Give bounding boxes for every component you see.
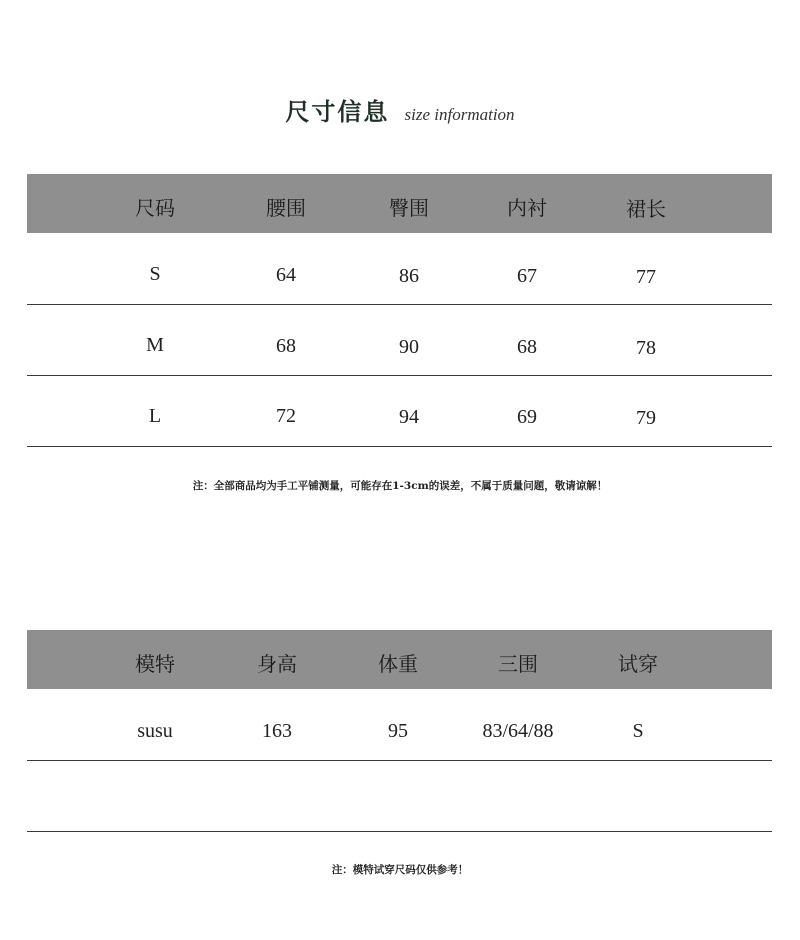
header-height: 身高 [257, 652, 297, 676]
title-chinese: 尺寸信息 [285, 97, 390, 126]
cell-hip: 90 [399, 336, 419, 358]
cell-lining: 68 [517, 336, 537, 358]
header-lining: 内衬 [507, 196, 547, 220]
cell-height: 163 [262, 720, 292, 742]
size-note: 注：全部商品均为手工平铺测量，可能存在1-3cm的误差，不属于质量问题，敬请谅解！ [192, 480, 608, 492]
header-measurements: 三围 [498, 652, 538, 676]
cell-lining: 69 [517, 406, 537, 428]
cell-skirt-length: 78 [636, 337, 656, 359]
cell-lining: 67 [517, 265, 537, 287]
header-waist: 腰围 [266, 196, 306, 220]
cell-weight: 95 [388, 720, 408, 742]
header-hip: 臀围 [389, 196, 429, 220]
cell-size: M [146, 334, 164, 356]
cell-measurements: 83/64/88 [482, 720, 554, 742]
row-divider [27, 375, 772, 376]
row-divider [27, 446, 772, 447]
cell-size: L [148, 405, 162, 427]
cell-fitting-size: S [632, 720, 644, 742]
cell-model-name: susu [137, 720, 173, 742]
cell-hip: 94 [399, 406, 419, 428]
header-model: 模特 [135, 652, 175, 676]
header-size: 尺码 [135, 196, 175, 220]
cell-hip: 86 [399, 265, 419, 287]
title-english: size information [404, 105, 515, 124]
cell-waist: 68 [276, 335, 296, 357]
header-weight: 体重 [378, 652, 418, 676]
row-divider [27, 304, 772, 305]
cell-size: S [149, 263, 161, 285]
header-skirt-length: 裙长 [626, 197, 666, 221]
cell-waist: 72 [276, 405, 296, 427]
cell-skirt-length: 79 [636, 407, 656, 429]
size-info-title [0, 92, 800, 127]
row-divider [27, 760, 772, 761]
row-divider [27, 831, 772, 832]
header-fitting-size: 试穿 [618, 652, 658, 676]
cell-waist: 64 [276, 264, 296, 286]
model-note: 注：模特试穿尺码仅供参考！ [331, 864, 469, 876]
cell-skirt-length: 77 [636, 266, 656, 288]
